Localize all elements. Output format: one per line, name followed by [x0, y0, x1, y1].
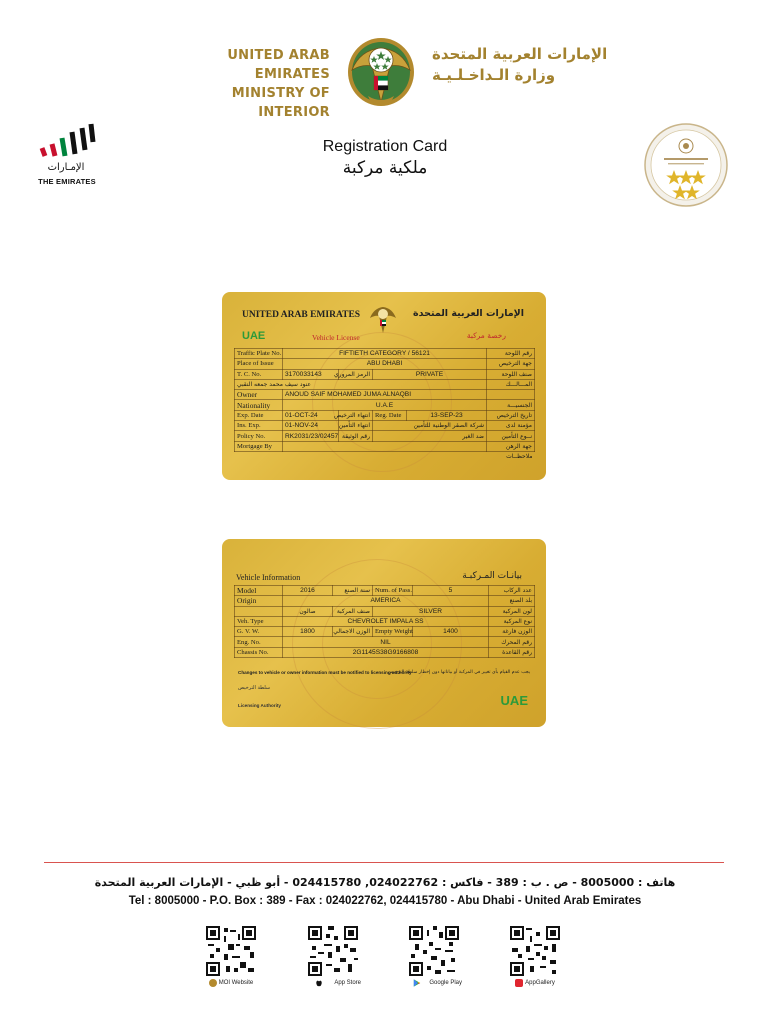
notice-ar: يجب عدم القيام بأي تغيير في المركبة أو بياناتها دون إخطار سلطة الترخيص — [387, 670, 530, 675]
value-ins-exp: 01-NOV-24 — [283, 421, 339, 431]
value-ins-type-ar: ضد الغير — [373, 431, 487, 441]
value-exp-date: 01-OCT-24 — [283, 410, 339, 420]
value-gvw: 1800 — [283, 627, 333, 637]
table-row — [235, 627, 535, 637]
star-rating-badge-icon — [642, 122, 730, 208]
label-nationality: Nationality — [235, 400, 283, 410]
label-mortgage-by: Mortgage By — [235, 441, 283, 451]
value-nationality: U.A.E — [283, 400, 487, 410]
emirates-stripes-icon — [36, 122, 96, 162]
authority-en: Licensing Authority — [238, 703, 281, 708]
label-origin: Origin — [235, 596, 283, 606]
footer-divider — [44, 862, 724, 863]
value-owner-ar: عنود سيف محمد جمعه النقبي — [235, 379, 487, 389]
page-title-en: Registration Card — [322, 138, 448, 155]
label-ar-origin: بلد الصنع — [489, 596, 535, 606]
qr-code-icon — [308, 926, 358, 976]
value-policy-no: RK2031/23/02457 — [283, 431, 339, 441]
qr-label-google-play: Google Play — [429, 980, 462, 986]
authority-ar: سلطة الترخيص — [238, 685, 271, 691]
vehicle-license-back — [222, 539, 546, 727]
table-row — [235, 390, 535, 400]
table-row — [235, 431, 535, 441]
label-ar-nationality: الجنسيـــة — [487, 400, 535, 410]
vehicle-license-title-en: Vehicle License — [312, 333, 360, 342]
qr-label-app-gallery: AppGallery — [525, 980, 555, 986]
value-origin: AMERICA — [283, 596, 489, 606]
table-row — [235, 606, 535, 616]
page-title-ar: ملكية مركبة — [342, 158, 428, 178]
label-ar-owner: المـــالـــك — [487, 379, 535, 389]
card-emblem-icon — [368, 302, 398, 336]
label-exp-date: Exp. Date — [235, 410, 283, 420]
label-ar-chassis-no: رقم القاعدة — [489, 647, 535, 657]
the-emirates-logo — [36, 122, 100, 192]
value-plate-class: PRIVATE — [373, 369, 487, 379]
qr-code-icon — [409, 926, 459, 976]
qr-moi-website[interactable] — [203, 926, 259, 1000]
table-row — [235, 359, 535, 369]
value-reg-date: 13-SEP-23 — [407, 410, 487, 420]
label-ar-empty-weight: الوزن فارغة — [489, 627, 535, 637]
label-ar-license-end: انتهاء الترخيص — [339, 410, 373, 420]
google-play-icon — [413, 979, 421, 987]
qr-app-gallery[interactable] — [507, 926, 563, 1000]
qr-label-app-store: App Store — [334, 980, 361, 986]
card-country-ar: الإمارات العربية المتحدة — [413, 308, 524, 319]
label-ar-veh-class: صنف المركبة — [333, 606, 373, 616]
value-insurer-ar: شركة الصقر الوطنية للتأمين — [373, 421, 487, 431]
card-country-en: UNITED ARAB EMIRATES — [242, 310, 361, 320]
qr-code-icon — [206, 926, 256, 976]
footer-address-ar: هاتف : 8005000 - ص . ب : 389 - فاكس : 024022762, 024415780 - أبو ظبي - الإمارات العربية المتحدة — [94, 876, 676, 889]
apple-icon — [315, 979, 323, 987]
vehicle-info-title-ar: بيانـات المـركبـة — [462, 571, 522, 581]
value-eng-no: NIL — [283, 637, 489, 647]
value-veh-type: CHEVROLET IMPALA SS — [283, 616, 489, 626]
footer-address-en: Tel : 8005000 - P.O. Box : 389 - Fax : 024022762, 024415780 - Abu Dhabi - United Arab Emirates — [128, 895, 642, 907]
emirates-logo-arabic: الإمـارات — [47, 162, 85, 173]
ministry-ar-line1: الإمارات العربية المتحدة — [432, 45, 608, 63]
vehicle-license-front — [222, 292, 546, 480]
label-ar-notes: ملاحظــات — [506, 453, 533, 461]
label-ar-reg-date: تاريخ الترخيص — [487, 410, 535, 420]
card-uae-label: UAE — [242, 330, 266, 342]
label-ar-gvw: الوزن الاجمالي — [333, 627, 373, 637]
value-owner: ANOUD SAIF MOHAMED JUMA ALNAQBI — [283, 390, 487, 400]
label-ar-mortgage: جهة الرهن — [487, 441, 535, 451]
label-ar-ins-type: نــوع التأمين — [487, 431, 535, 441]
table-row — [235, 586, 535, 596]
label-ar-insurer: مؤمنة لدى — [487, 421, 535, 431]
table-row — [235, 400, 535, 410]
value-place-of-issue: ABU DHABI — [283, 359, 487, 369]
label-policy-no: Policy No. — [235, 431, 283, 441]
ministry-ar-line2: وزارة الـداخـلـيـة — [432, 66, 556, 84]
label-ar-policy-no: رقم الوثيقة — [339, 431, 373, 441]
table-row — [235, 410, 535, 420]
label-ar-passengers: عدد الركاب — [489, 586, 535, 596]
value-chassis-no: 2G1145S38G9166808 — [283, 647, 489, 657]
label-reg-date: Reg. Date — [373, 410, 407, 420]
ministry-en-line2: MINISTRY OF INTERIOR — [231, 86, 330, 120]
label-num-pass: Num. of Pass. — [373, 586, 413, 596]
table-row — [235, 421, 535, 431]
app-gallery-icon — [515, 979, 523, 987]
label-gvw: G. V. W. — [235, 627, 283, 637]
ministry-name-ar — [432, 44, 612, 86]
vehicle-license-title-ar: رخصة مركبة — [466, 331, 506, 340]
table-row — [235, 596, 535, 606]
table-row — [235, 441, 535, 451]
ministry-en-line1: UNITED ARAB EMIRATES — [227, 48, 330, 82]
label-ar-plate: رقم اللوحة — [487, 349, 535, 359]
value-empty-weight: 1400 — [413, 627, 489, 637]
label-place-of-issue: Place of Issue — [235, 359, 283, 369]
ministry-name-en — [158, 46, 330, 122]
label-ar-traffic-code: الرمز المروري — [339, 369, 373, 379]
label-ar-eng-no: رقم المحرك — [489, 637, 535, 647]
qr-label-moi-website: MOI Website — [218, 980, 254, 986]
value-tc-no: 3170033143 — [283, 369, 339, 379]
value-model: 2016 — [283, 586, 333, 596]
uae-falcon-emblem — [342, 30, 420, 110]
label-owner: Owner — [235, 390, 283, 400]
label-empty-weight: Empty Weight — [373, 627, 413, 637]
label-ar-color: لون المركبة — [489, 606, 535, 616]
label-eng-no: Eng. No. — [235, 637, 283, 647]
moi-logo-icon — [209, 979, 217, 987]
notice-en: Changes to vehicle or owner information must be notified to licensing authority — [238, 670, 412, 675]
vehicle-info-title-en: Vehicle Information — [236, 573, 301, 582]
license-details-table — [234, 348, 535, 462]
label-ar-year: سنة الصنع — [333, 586, 373, 596]
label-tc-no: T. C. No. — [235, 369, 283, 379]
label-model: Model — [235, 586, 283, 596]
table-row — [235, 637, 535, 647]
qr-code-icon — [510, 926, 560, 976]
card-back-uae-label: UAE — [500, 693, 528, 708]
label-ar-veh-type: نوع المركبة — [489, 616, 535, 626]
value-veh-class-ar: صالون — [283, 606, 333, 616]
emirates-logo-english: THE EMIRATES — [38, 177, 96, 186]
table-row — [235, 451, 535, 461]
vehicle-info-table — [234, 585, 535, 658]
table-row — [235, 379, 535, 389]
qr-google-play[interactable] — [406, 926, 462, 1000]
label-chassis-no: Chassis No. — [235, 647, 283, 657]
qr-app-store[interactable] — [305, 926, 361, 1000]
value-color: SILVER — [373, 606, 489, 616]
label-ar-place: جهة الترخيص — [487, 359, 535, 369]
value-num-pass: 5 — [413, 586, 489, 596]
table-row — [235, 349, 535, 359]
label-ins-exp: Ins. Exp. — [235, 421, 283, 431]
value-traffic-plate: FIFTIETH CATEGORY / 56121 — [283, 349, 487, 359]
table-row — [235, 369, 535, 379]
table-row — [235, 647, 535, 657]
label-veh-type: Veh. Type — [235, 616, 283, 626]
label-ar-plate-class: صنف اللوحة — [487, 369, 535, 379]
table-row — [235, 616, 535, 626]
label-ar-ins-end: انتهاء التأمين — [339, 421, 373, 431]
label-traffic-plate: Traffic Plate No. — [235, 349, 283, 359]
